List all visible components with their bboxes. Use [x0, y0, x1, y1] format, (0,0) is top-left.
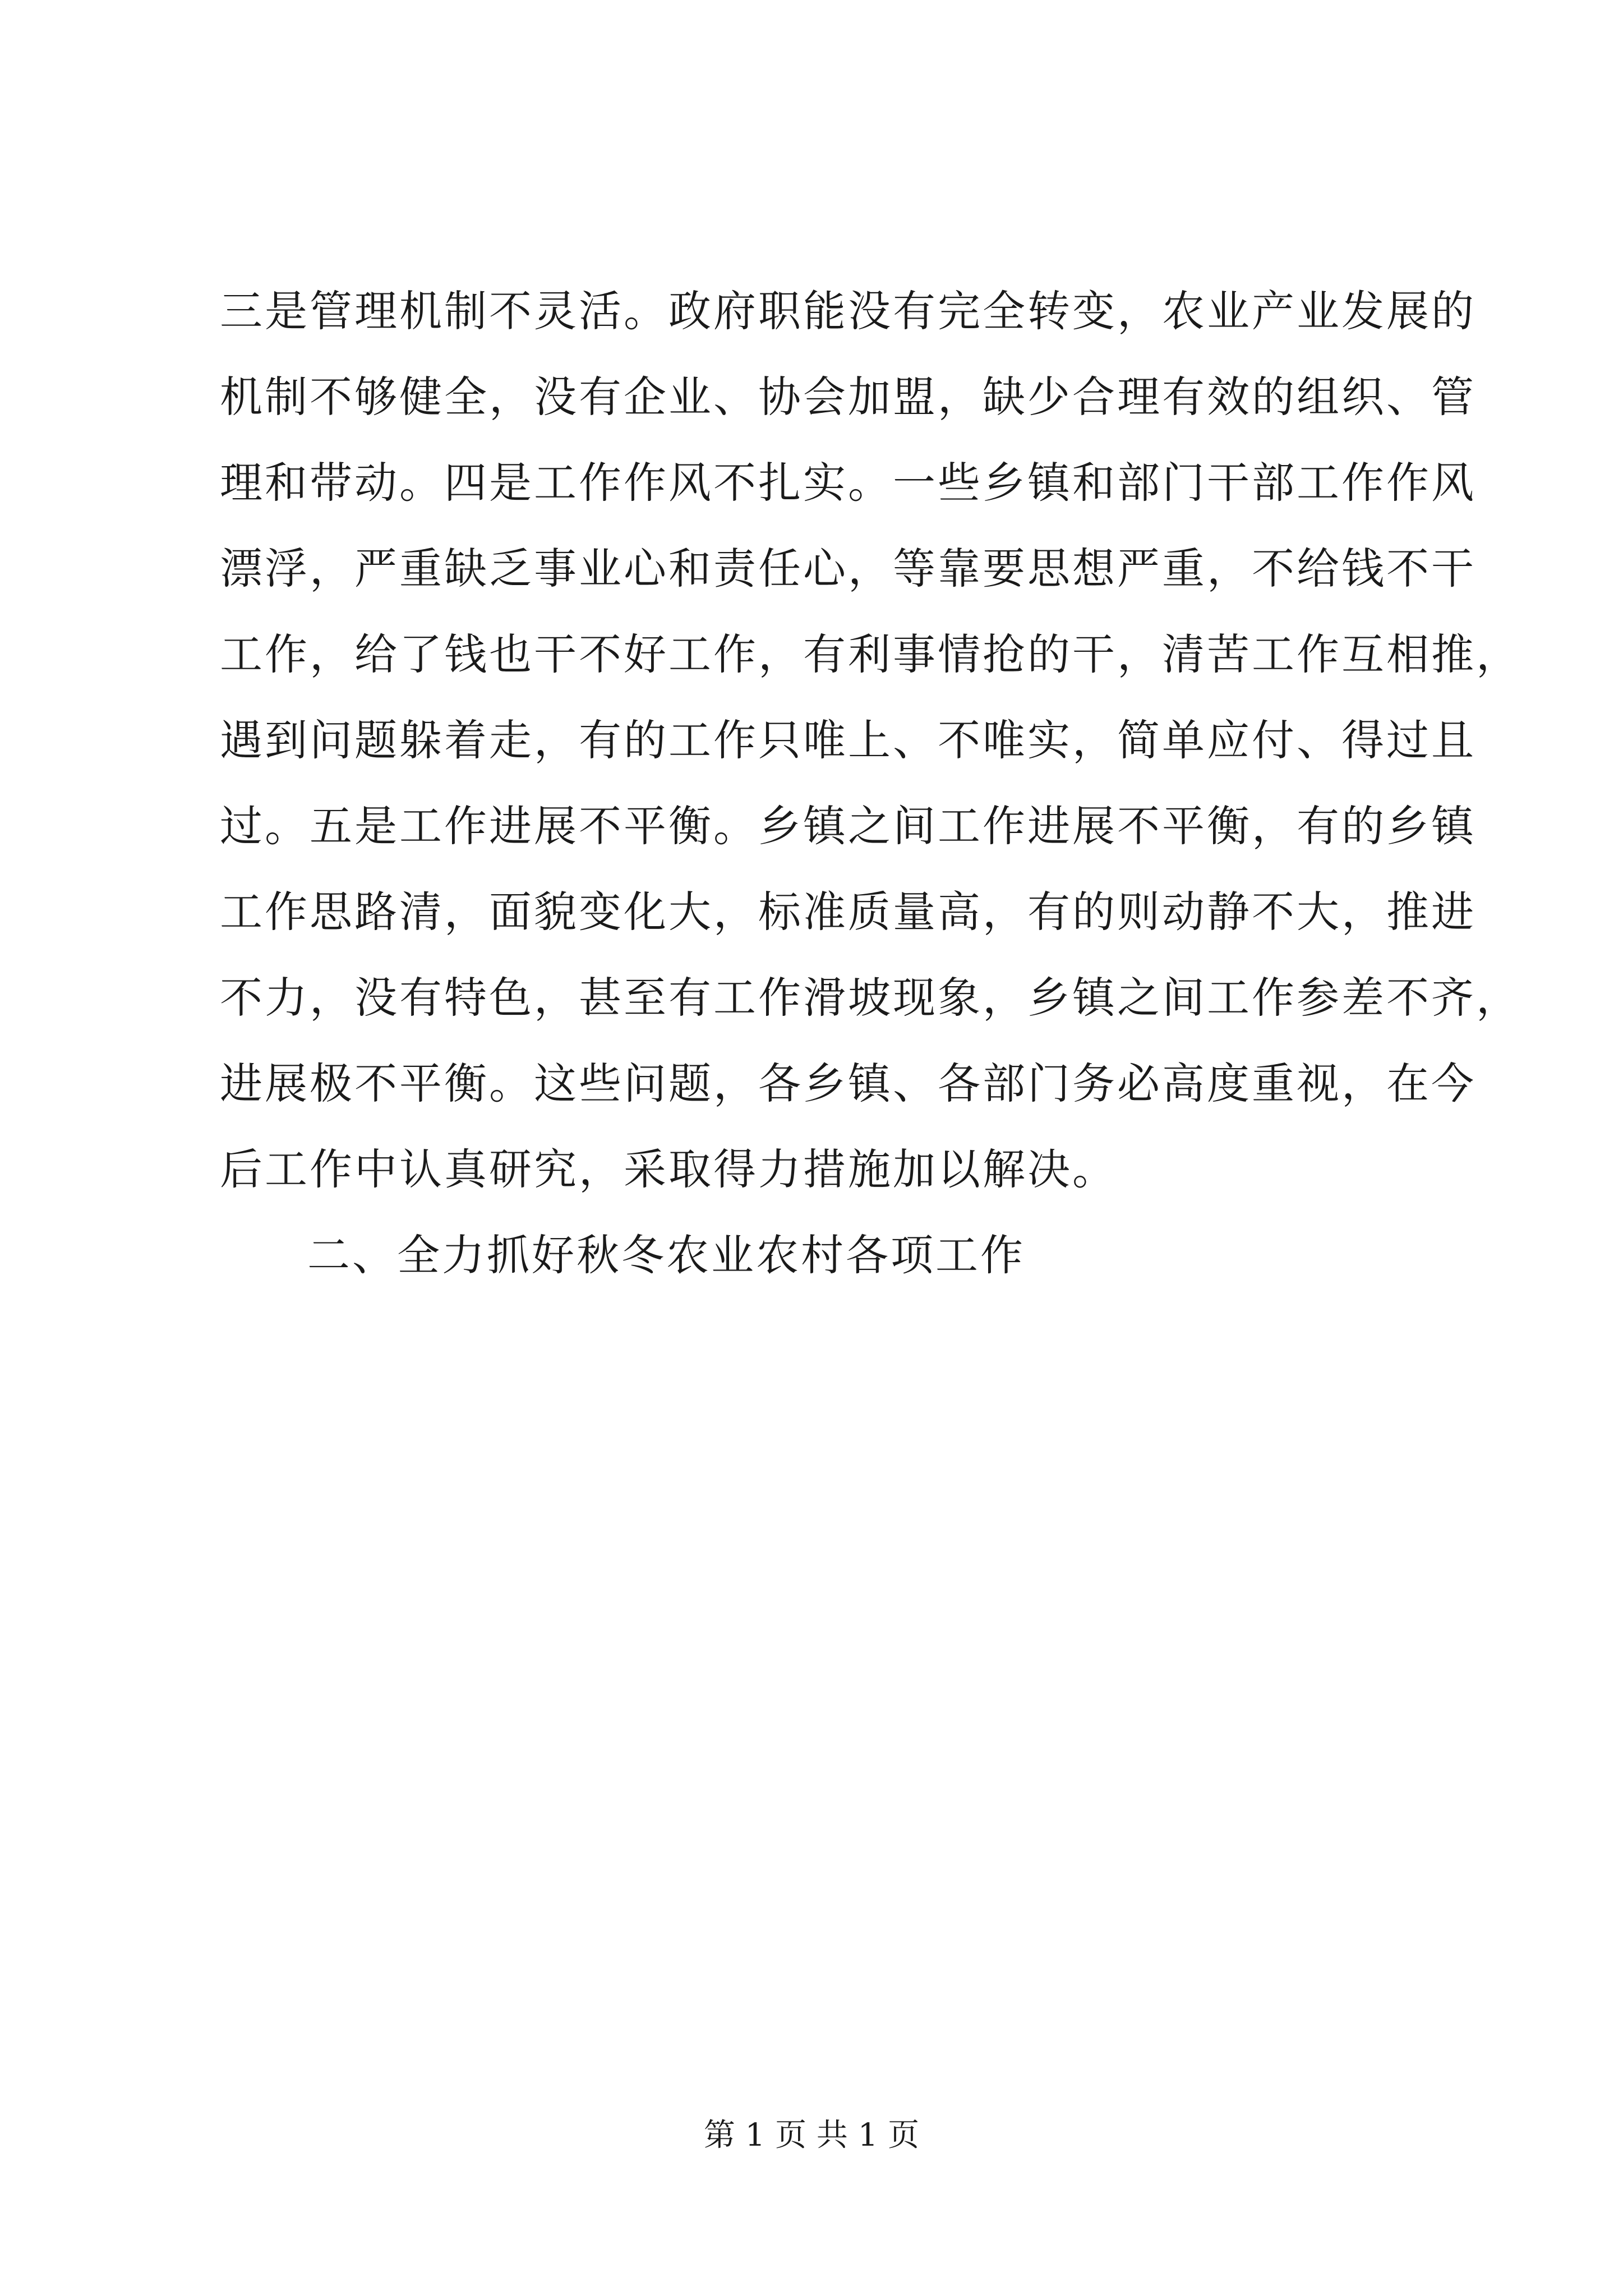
paragraph-line: 理和带动。四是工作作风不扎实。一些乡镇和部门干部工作作风	[220, 458, 1476, 508]
paragraph-line: 过。五是工作进展不平衡。乡镇之间工作进展不平衡，有的乡镇	[220, 801, 1476, 851]
paragraph-line: 机制不够健全，没有企业、协会加盟，缺少合理有效的组织、管	[220, 372, 1476, 422]
paragraph-line: 不力，没有特色，甚至有工作滑坡现象，乡镇之间工作参差不齐，	[220, 973, 1521, 1023]
paragraph-line: 漂浮，严重缺乏事业心和责任心，等靠要思想严重，不给钱不干	[220, 544, 1476, 593]
paragraph-line: 后工作中认真研究，采取得力措施加以解决。	[220, 1144, 1117, 1194]
section-heading: 二、全力抓好秋冬农业农村各项工作	[307, 1230, 1025, 1280]
paragraph-line: 进展极不平衡。这些问题，各乡镇、各部门务必高度重视，在今	[220, 1059, 1476, 1108]
body-text	[220, 268, 1521, 1298]
page-footer: 第 1 页 共 1 页	[703, 2117, 920, 2154]
paragraph-line: 工作思路清，面貌变化大，标准质量高，有的则动静不大，推进	[220, 887, 1476, 937]
paragraph-line: 遇到问题躲着走，有的工作只唯上、不唯实，简单应付、得过且	[220, 715, 1476, 765]
paragraph-line: 三是管理机制不灵活。政府职能没有完全转变，农业产业发展的	[220, 286, 1476, 336]
paragraph-line: 工作，给了钱也干不好工作，有利事情抢的干，清苦工作互相推，	[220, 629, 1521, 679]
